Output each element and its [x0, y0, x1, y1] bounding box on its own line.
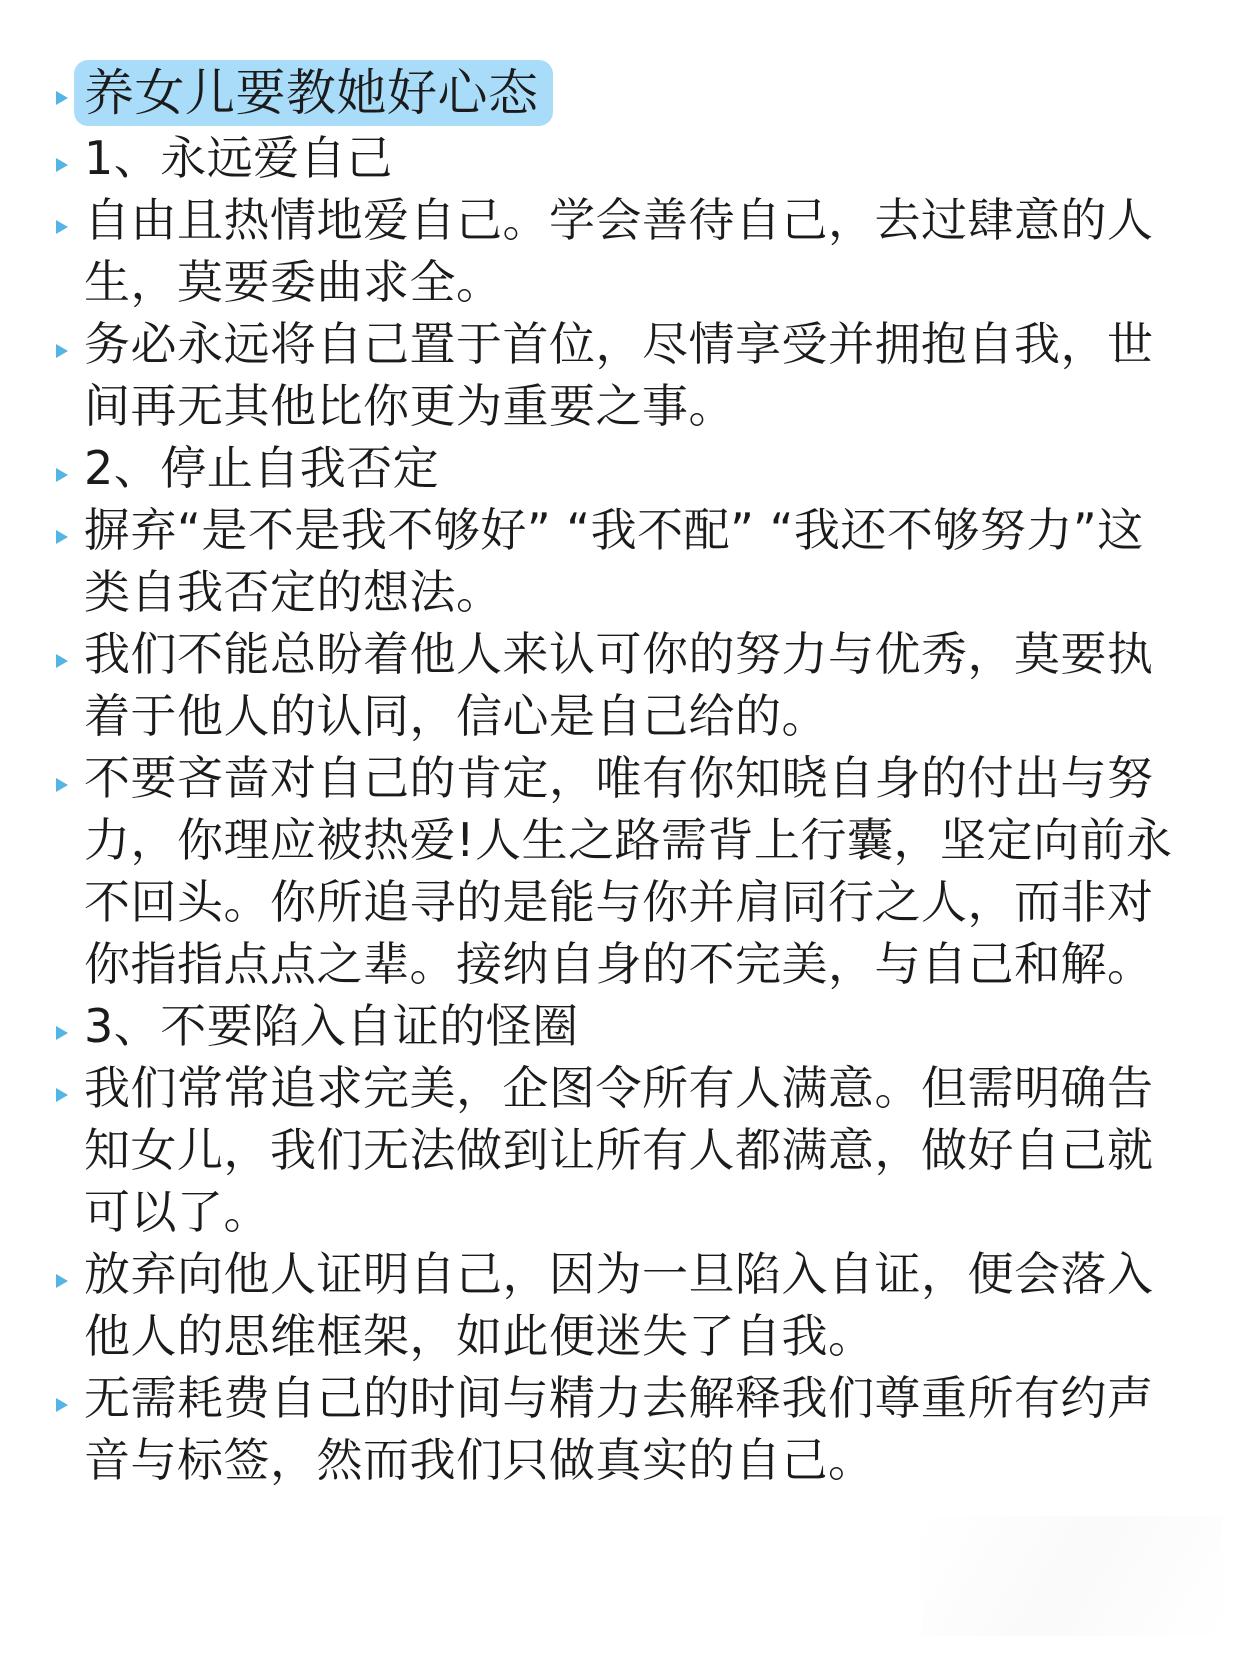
section-heading: [56, 995, 1182, 1057]
paragraph-text: 不要吝啬对自己的肯定，唯有你知晓自身的付出与努力，你理应被热爱!人生之路需背上行囊，坚定向前永不回头。你所追寻的是能与你并肩同行之人，而非对你指指点点之辈。接纳自身的不完美，与自己和解。: [84, 751, 1173, 991]
page-title: 养女儿要教她好心态: [74, 60, 553, 126]
paragraph-text: 自由且热情地爱自己。学会善待自己，去过肆意的人生，莫要委曲求全。: [84, 193, 1154, 309]
paragraph: [56, 499, 1182, 623]
bullet-triangle-icon: [56, 654, 68, 668]
paragraph: [56, 189, 1182, 313]
bullet-triangle-icon: [56, 778, 68, 792]
section-heading: [56, 127, 1182, 189]
paragraph-text: 我们常常追求完美，企图令所有人满意。但需明确告知女儿，我们无法做到让所有人都满意，做好自己就可以了。: [84, 1061, 1154, 1239]
bullet-triangle-icon: [56, 91, 68, 105]
section-heading-text: 1、永远爱自己: [84, 131, 393, 185]
paragraph-text: 我们不能总盼着他人来认可你的努力与优秀，莫要执着于他人的认同，信心是自己给的。: [84, 627, 1154, 743]
paragraph: [56, 313, 1182, 437]
section-heading-text: 3、不要陷入自证的怪圈: [84, 999, 579, 1053]
bullet-triangle-icon: [56, 220, 68, 234]
paragraph: [56, 1243, 1182, 1367]
section-heading-text: 2、停止自我否定: [84, 441, 440, 495]
paragraph-text: 务必永远将自己置于首位，尽情享受并拥抱自我，世间再无其他比你更为重要之事。: [84, 317, 1154, 433]
paragraph-text: 无需耗费自己的时间与精力去解释我们尊重所有约声音与标签，然而我们只做真实的自己。: [84, 1371, 1154, 1487]
paragraph: [56, 1057, 1182, 1243]
watermark-smudge: [922, 1516, 1222, 1636]
paragraph: [56, 747, 1182, 995]
bullet-triangle-icon: [56, 1088, 68, 1102]
section-heading: [56, 437, 1182, 499]
bullet-triangle-icon: [56, 1398, 68, 1412]
bullet-triangle-icon: [56, 1274, 68, 1288]
paragraph: [56, 1367, 1182, 1491]
bullet-triangle-icon: [56, 158, 68, 172]
bullet-triangle-icon: [56, 468, 68, 482]
paragraph-text: 摒弃“是不是我不够好” “我不配” “我还不够努力”这类自我否定的想法。: [84, 503, 1144, 619]
title-line: [56, 60, 1182, 127]
paragraph: [56, 623, 1182, 747]
paragraph-text: 放弃向他人证明自己，因为一旦陷入自证，便会落入他人的思维框架，如此便迷失了自我。: [84, 1247, 1154, 1363]
bullet-triangle-icon: [56, 344, 68, 358]
bullet-triangle-icon: [56, 1026, 68, 1040]
bullet-triangle-icon: [56, 530, 68, 544]
